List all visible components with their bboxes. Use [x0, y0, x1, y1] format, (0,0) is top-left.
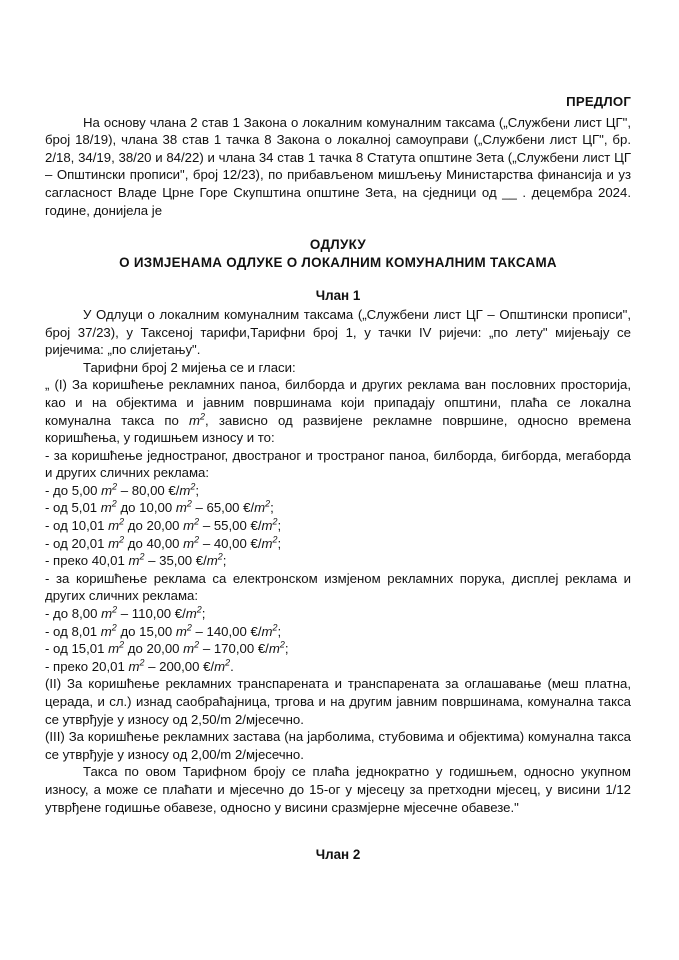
square-meter-unit: $m^2$: [100, 499, 117, 516]
square-meter-unit: $m^2$: [108, 534, 125, 551]
square-meter-unit: $m^2$: [189, 411, 206, 428]
article-1-paragraph-2: Тарифни број 2 мијења се и гласи:: [83, 359, 296, 375]
square-meter-unit: $m^2$: [179, 481, 196, 498]
square-meter-unit: $m^2$: [206, 551, 223, 569]
square-meter-unit: $m^2$: [175, 622, 192, 639]
square-meter-unit: $m^2$: [254, 499, 271, 516]
document-body: [45, 93, 631, 864]
closing-paragraph: Такса по овом Тарифном броју се плаћа једнократно у годишњем, односно укупном износу, а може се плаћати и мјесечно до 15-ог у мјесецу за претходни мјесец, у висини 1/12 утврђене годишње обавезе, односно у висини сразмјерне мјесечне обавезе.": [45, 764, 631, 815]
rate-item: - преко 40,01 $m^2 - 35,00$ $€/m^2$;: [45, 551, 227, 569]
rate-item: - преко 20,01 $m^2 - 200,00$ $€/m^2$.: [45, 657, 234, 674]
rate-item: - од 10,01 $m^2$ до 20,00 $m^2 - 55,00$ $€/m^2$;: [45, 516, 282, 534]
group-two-intro: - за коришћење реклама са електронском измјеном рекламних порука, дисплеј реклама и других сличних реклама:: [45, 570, 631, 604]
square-meter-unit: $m^2$: [183, 516, 200, 534]
square-meter-unit: $m^2$: [101, 604, 118, 622]
square-meter-unit: $m^2$: [261, 534, 278, 551]
rate-item: - до 5,00 $m^2 - 80,00$ $€/m^2$;: [45, 481, 200, 498]
rate-item: - од 5,01 $m^2$ до 10,00 $m^2 - 65,00$ $€/m^2$;: [45, 499, 274, 516]
rate-item: - до 8,00 $m^2 - 110,00$ $€/m^2$;: [45, 604, 206, 622]
square-meter-unit: $m^2$: [214, 657, 231, 674]
decision-title-main: ОДЛУКУ: [309, 237, 367, 253]
square-meter-unit: $m^2$: [183, 534, 200, 551]
square-meter-unit: $m^2$: [128, 551, 145, 569]
rate-item: - од 20,01 $m^2$ до 40,00 $m^2 - 40,00$ $€/m^2$;: [45, 534, 282, 551]
proposal-label: ПРЕДЛОГ: [566, 94, 631, 109]
decision-title-block: [45, 236, 631, 271]
group-one-rate-list: [45, 482, 631, 570]
square-meter-unit: $m^2$: [261, 516, 278, 534]
square-meter-unit: $m^2$: [183, 639, 200, 657]
article-1-paragraph-1: У Одлуци о локалним комуналним таксама („Службени лист ЦГ – Општински прописи", број 37/23), у Таксеној тарифи,Тарифни број 1, у тачки IV ријечи: „по лету" мијењају се ријечима: „по слијетању".: [45, 306, 631, 358]
decision-title-sub: О ИЗМЈЕНАМА ОДЛУКЕ О ЛОКАЛНИМ КОМУНАЛНИМ ТАКСАМА: [119, 254, 557, 270]
square-meter-unit: $m^2$: [175, 499, 192, 516]
square-meter-unit: $m^2$: [268, 639, 285, 657]
section-one-paragraph: „ (I) За коришћење рекламних паноа, билборда и других реклама ван пословних просторија, као и на објектима и јавним површинама који припадају општини, плаћа се локална комунална такса по $m^2$, зависно од развијене рекламне површине, односно времена коришћења, у годишњем износу и то:: [45, 377, 632, 446]
section-two-paragraph: (II) За коришћење рекламних транспарената и транспарената за оглашавање (меш платна, церада, и сл.) изнад саобраћајница, тргова и на другим јавним површинама, комунална такса се утврђује у износу од 2,50/m 2/мјесечно.: [45, 676, 631, 727]
preamble-paragraph: На основу члана 2 став 1 Закона о локалним комуналним таксама („Службени лист ЦГ", број 18/19), члана 38 став 1 тачка 8 Закона о локалној самоуправи („Службени лист ЦГ", бр. 2/18, 34/19, 38/20 и 84/22) и члана 34 став 1 тачка 8 Статута општине Зета („Службени лист ЦГ – Општински прописи", број 12/23), по прибављеном мишљењу Министарства финансија и уз сагласност Владе Црне Горе Скупштина општине Зета, на сједници од __ . децембра 2024. године, донијела је: [45, 114, 631, 218]
rate-item: - од 15,01 $m^2$ до 20,00 $m^2 - 170,00$ $€/m^2$;: [45, 639, 289, 657]
square-meter-unit: $m^2$: [101, 481, 118, 498]
group-one-intro: - за коришћење једностраног, двостраног и тространог паноа, билборда, бигборда, мегаборда и других сличних реклама:: [45, 447, 631, 481]
article-1-heading: Члан 1: [315, 288, 361, 304]
square-meter-unit: $m^2$: [108, 516, 125, 534]
square-meter-unit: $m^2$: [261, 622, 278, 639]
square-meter-unit: $m^2$: [108, 639, 125, 657]
square-meter-unit: $m^2$: [100, 622, 117, 639]
group-two-rate-list: [45, 605, 631, 675]
section-three-paragraph: (III) За коришћење рекламних застава (на јарболима, стубовима и објектима) комунална такса се утврђује у износу од 2,00/m 2/мјесечно.: [45, 729, 631, 762]
article-2-heading: Члан 2: [315, 847, 361, 863]
square-meter-unit: $m^2$: [128, 657, 145, 674]
square-meter-unit: $m^2$: [185, 604, 202, 622]
rate-item: - од 8,01 $m^2$ до 15,00 $m^2 - 140,00$ $€/m^2$;: [45, 622, 282, 639]
